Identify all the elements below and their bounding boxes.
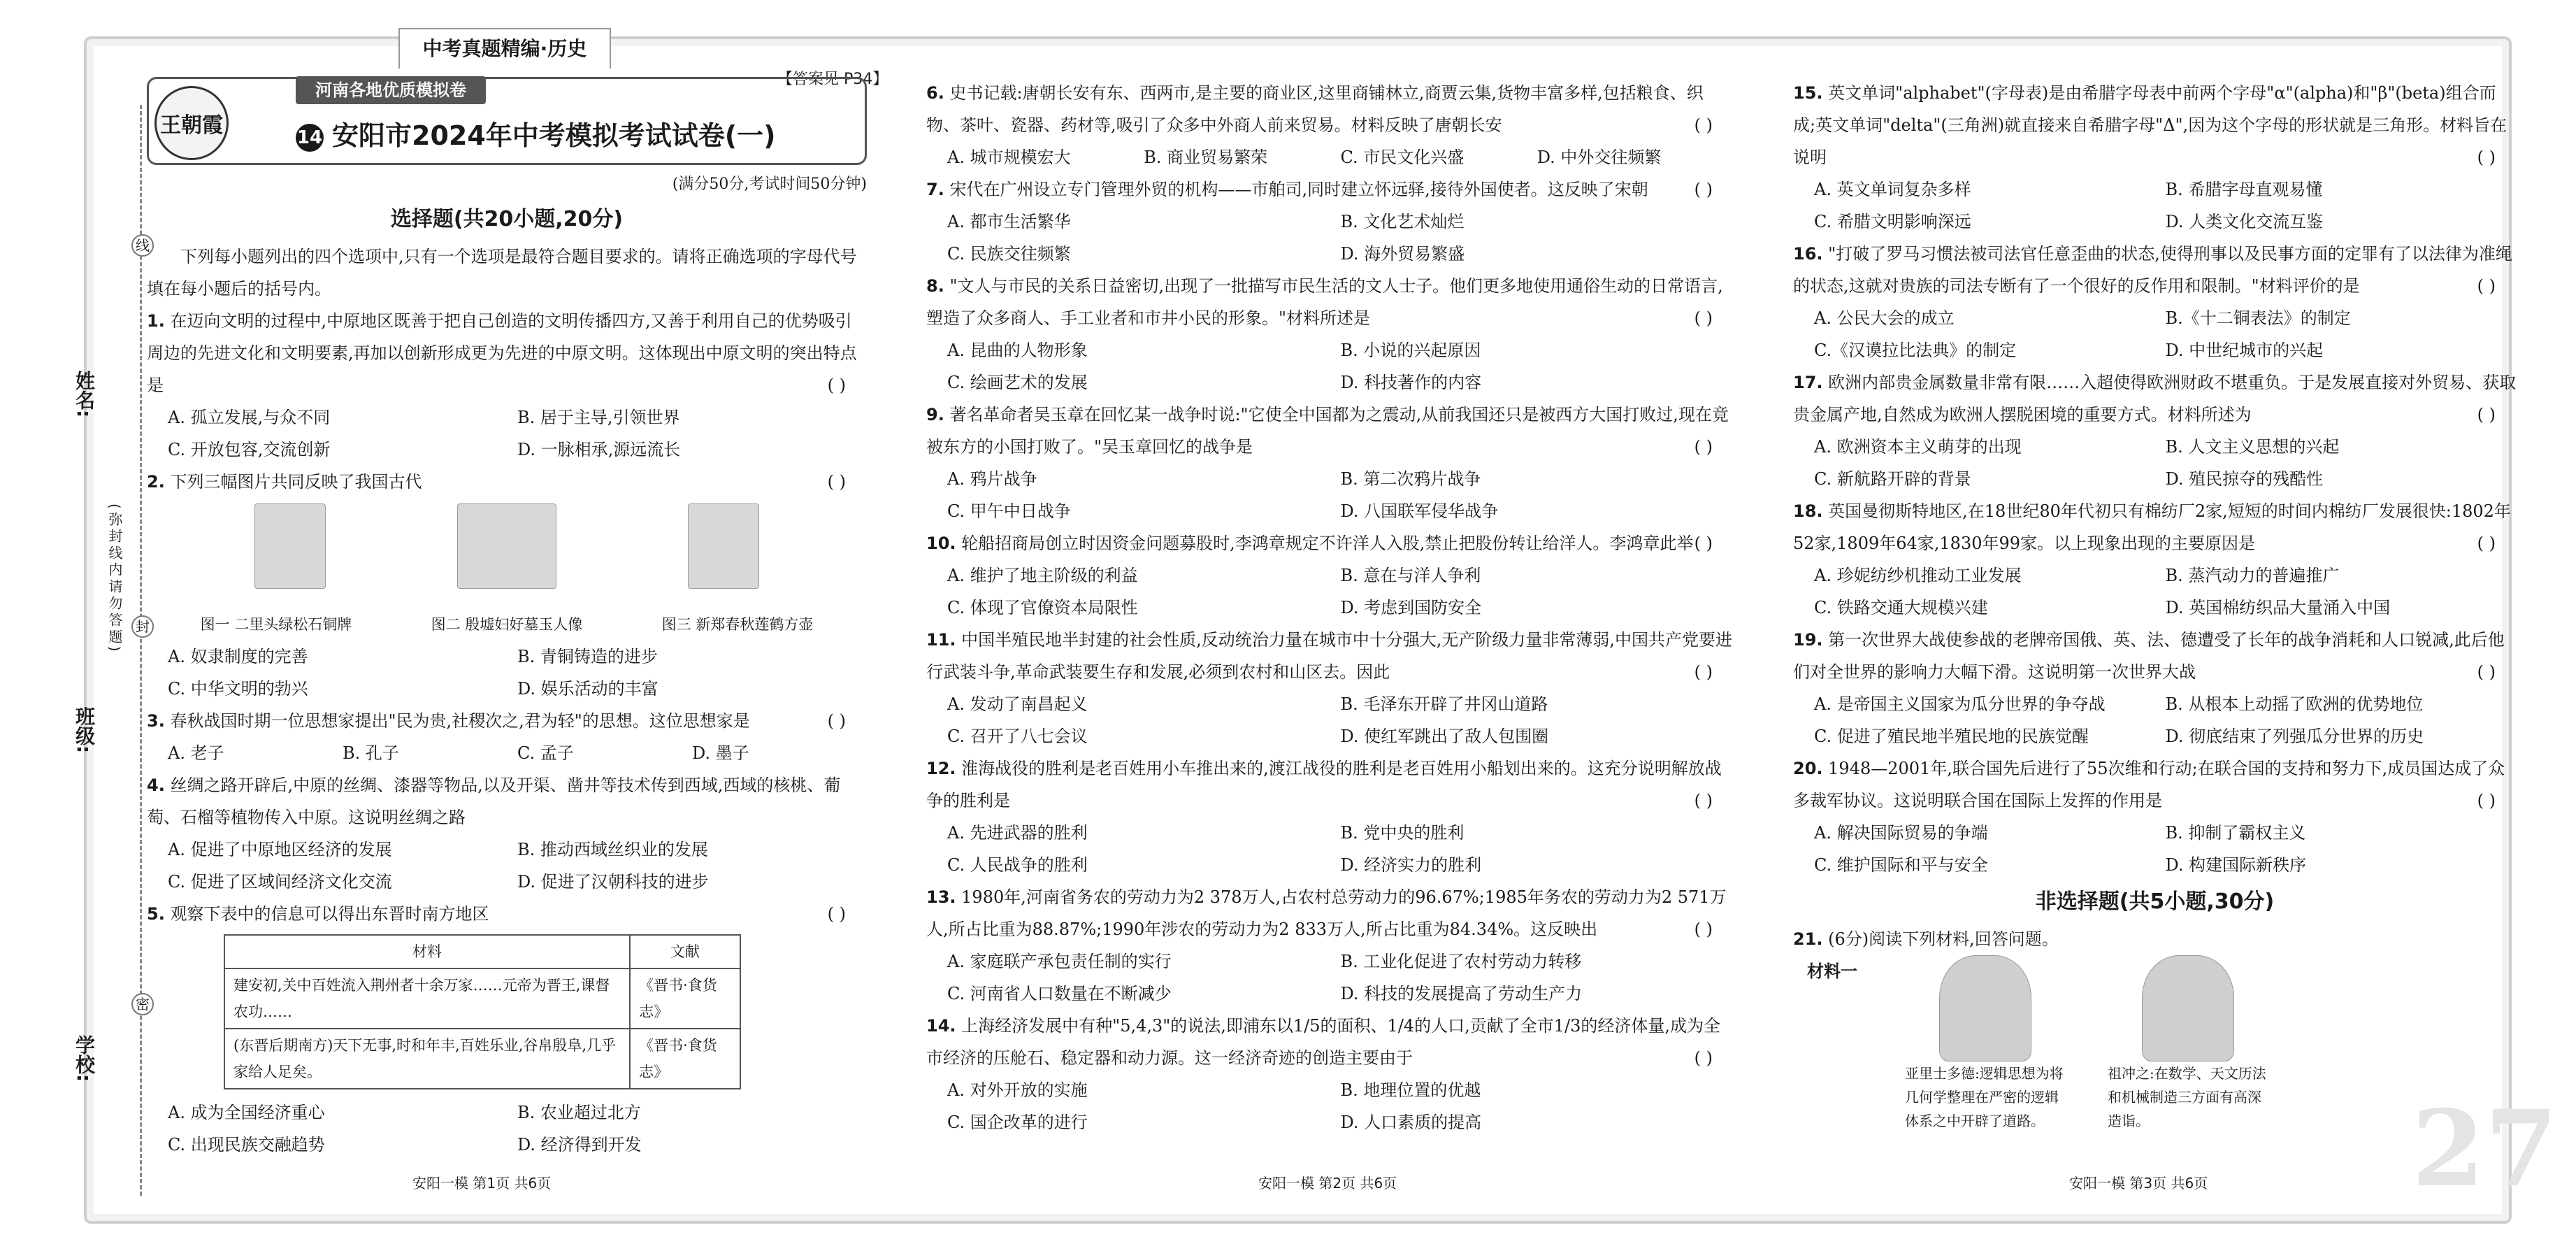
question-20: 20. 1948—2001年,联合国先后进行了55次维和行动;在联合国的支持和努力下,成员国达成了众多裁军协议。这说明联合国在国际上发挥的作用是 ( ) [1793, 759, 2505, 810]
seal-dashed-line [140, 105, 142, 1196]
bronze-plaque-image [254, 503, 326, 589]
instructions: 下列每小题列出的四个选项中,只有一个选项是最符合题目要求的。请将正确选项的字母代号填在每小题后的括号内。 [147, 247, 857, 299]
column-3 [1793, 77, 2517, 1133]
options-5: A. 成为全国经济重心 B. 农业超过北方 C. 出现民族交融趋势 D. 经济得到开发 [168, 1103, 642, 1155]
answer-reference: 【答案见 P34】 [777, 71, 888, 88]
binding-margin [42, 105, 150, 1196]
question-13: 13. 1980年,河南省务农的劳动力为2 378万人,占农村总劳动力的96.67%;1985年务农的劳动力为2 571万人,所占比重为88.87%;1990年涉农的劳动力为2 833万人,所占比重为84.34%。这反映出 ( ) [926, 887, 1727, 939]
options-1: A. 孤立发展,与众不同 B. 居于主导,引领世界 C. 开放包容,交流创新 D. 一脉相承,源远流长 [168, 408, 681, 459]
question-21: 21. (6分)阅读下列材料,回答问题。 [1793, 929, 2059, 949]
aristotle-caption: 亚里士多德:逻辑思想为将几何学整理在严密的逻辑体系之中开辟了道路。 [1905, 1065, 2064, 1129]
material-one-label: 材料一 [1807, 961, 1857, 981]
options-20: A. 解决国际贸易的争端 B. 抑制了霸权主义 C. 维护国际和平与安全 D. 构建国际新秩序 [1814, 823, 2307, 875]
school-label: 学校: [73, 1035, 96, 1082]
zu-chongzhi-portrait [2142, 955, 2234, 1061]
question-10: 10. 轮船招商局创立时因资金问题募股时,李鸿章规定不许洋人入股,禁止把股份转让给洋人。李鸿章此举 ( ) [926, 534, 1713, 553]
question-3: 3. 春秋战国时期一位思想家提出"民为贵,社稷次之,君为轻"的思想。这位思想家是 ( ) [147, 711, 846, 731]
question-11: 11. 中国半殖民地半封建的社会性质,反动统治力量在城市中十分强大,无产阶级力量非常薄弱,中国共产党要进行武装斗争,革命武装要生存和发展,必须到农村和山区去。因此 ( ) [926, 630, 1733, 682]
question-5: 5. 观察下表中的信息可以得出东晋时南方地区 ( ) [147, 904, 846, 924]
jade-figure-image [457, 503, 556, 589]
publisher-logo: 王朝霞 [154, 86, 229, 160]
book-banner: 中考真题精编·历史 [398, 28, 611, 69]
options-7: A. 都市生活繁华 B. 文化艺术灿烂 C. 民族交往频繁 D. 海外贸易繁盛 [947, 212, 1465, 264]
exam-header [147, 77, 867, 165]
question-6: 6. 史书记载:唐朝长安有东、西两市,是主要的商业区,这里商铺林立,商贾云集,货物丰富多样,包括粮食、织物、茶叶、瓷器、药材等,吸引了众多中外商人前来贸易。材料反映了唐朝长安 ( ) [926, 83, 1713, 135]
question-14: 14. 上海经济发展中有种"5,4,3"的说法,即浦东以1/5的面积、1/4的人口,贡献了全市1/3的经济体量,成为全市经济的压舱石、稳定器和动力源。这一经济奇迹的创造主要由于 ( ) [926, 1016, 1721, 1068]
question-9: 9. 著名革命者吴玉章在回忆某一战争时说:"它使全中国都为之震动,从前我国还只是被西方大国打败过,现在竟被东方的小国打败了。"吴玉章回忆的战争是 ( ) [926, 405, 1729, 457]
options-12: A. 先进武器的胜利 B. 党中央的胜利 C. 人民战争的胜利 D. 经济实力的胜利 [947, 823, 1482, 875]
question-1: 1. 在迈向文明的过程中,中原地区既善于把自己创造的文明传播四方,又善于利用自己的优势吸引周边的先进文化和文明要素,再加以创新形成更为先进的中原文明。这体现出中原文明的突出特点是 ( ) [147, 305, 867, 401]
exam-title: 14 安阳市2024年中考模拟考试试卷(一) [296, 120, 776, 151]
question-16: 16. "打破了罗马习惯法被司法官任意歪曲的状态,使得刑事以及民事方面的定罪有了以法律为准绳的状态,这就对贵族的司法专断有了一个很好的反作用和限制。"材料评价的是 ( ) [1793, 244, 2512, 296]
image-captions: 图一 二里头绿松石铜牌 图二 殷墟妇好墓玉人像 图三 新郑春秋莲鹤方壶 [200, 616, 814, 633]
options-3: A. 老子 B. 孔子 C. 孟子 D. 墨子 [168, 743, 749, 763]
book-page-number: 27 [2412, 1087, 2558, 1210]
options-18: A. 珍妮纺纱机推动工业发展 B. 蒸汽动力的普遍推广 C. 铁路交通大规模兴建 D. 英国棉纺织品大量涌入中国 [1814, 566, 2391, 617]
question-2: 2. 下列三幅图片共同反映了我国古代 ( ) [147, 472, 846, 492]
material-one [1793, 955, 2517, 1133]
options-14: A. 对外开放的实施 B. 地理位置的优越 C. 国企改革的进行 D. 人口素质的提高 [947, 1080, 1482, 1132]
options-8: A. 昆曲的人物形象 B. 小说的兴起原因 C. 绘画艺术的发展 D. 科技著作的内容 [947, 341, 1482, 392]
options-2: A. 奴隶制度的完善 B. 青铜铸造的进步 C. 中华文明的勃兴 D. 娱乐活动的丰富 [168, 647, 659, 699]
seal-mark-middle: 封 [131, 615, 154, 638]
options-9: A. 鸦片战争 B. 第二次鸦片战争 C. 甲午中日战争 D. 八国联军侵华战争 [947, 469, 1499, 521]
question-8: 8. "文人与市民的关系日益密切,出现了一批描写市民生活的文人士子。他们更多地使用通俗生动的日常语言,塑造了众多商人、手工业者和市井小民的形象。"材料所述是 ( ) [926, 276, 1723, 328]
answer-paren[interactable]: ( ) [827, 376, 846, 395]
name-label: 姓名: [73, 371, 96, 418]
footer-page-1: 安阳一模 第1页 共6页 [412, 1175, 552, 1192]
score-time: (满分50分,考试时间50分钟) [672, 176, 867, 193]
question-19: 19. 第一次世界大战使参战的老牌帝国俄、英、法、德遭受了长年的战争消耗和人口锐减,此后他们对全世界的影响力大幅下滑。这说明第一次世界大战 ( ) [1793, 630, 2505, 682]
question-15: 15. 英文单词"alphabet"(字母表)是由希腊字母表中前两个字母"α"(alpha)和"β"(beta)组合而成;英文单词"delta"(三角洲)就直接来自希腊字母"Δ",因为这个字母的形状就是三角形。材料旨在说明 ( ) [1793, 83, 2507, 167]
column-1 [147, 77, 867, 1161]
bronze-pot-image [688, 503, 759, 589]
section-choice-title: 选择题(共20小题,20分) [390, 207, 624, 231]
seal-mark-top: 线 [131, 234, 154, 257]
column-2 [926, 77, 1734, 1138]
artifact-images [147, 498, 867, 608]
question-4: 4. 丝绸之路开辟后,中原的丝绸、漆器等物品,以及开渠、凿井等技术传到西域,西域的核桃、葡萄、石榴等植物传入中原。这说明丝绸之路 [147, 775, 841, 827]
seal-line-note: (弥封线内请勿答题) [106, 503, 123, 655]
options-13: A. 家庭联产承包责任制的实行 B. 工业化促进了农村劳动力转移 C. 河南省人口数量在不断减少 D. 科技的发展提高了劳动生产力 [947, 952, 1583, 1003]
zu-chongzhi-caption: 祖冲之:在数学、天文历法和机械制造三方面有高深造诣。 [2108, 1065, 2266, 1129]
options-19: A. 是帝国主义国家为瓜分世界的争夺战 B. 从根本上动摇了欧洲的优势地位 C. 促进了殖民地半殖民地的民族觉醒 D. 彻底结束了列强瓜分世界的历史 [1814, 694, 2424, 746]
question-12: 12. 淮海战役的胜利是老百姓用小车推出来的,渡江战役的胜利是老百姓用小船划出来的。这充分说明解放战争的胜利是 ( ) [926, 759, 1722, 810]
aristotle-portrait [1939, 955, 2031, 1061]
region-tag: 河南各地优质模拟卷 [296, 76, 486, 104]
options-17: A. 欧洲资本主义萌芽的出现 B. 人文主义思想的兴起 C. 新航路开辟的背景 D. 殖民掠夺的残酷性 [1814, 437, 2340, 489]
source-table: 材料 文献 建安初,关中百姓流入荆州者十余万家……元帝为晋王,课督农功…… 《晋书·食货志》 (东晋后期南方)天下无事,时和年丰,百姓乐业,谷帛殷阜,几乎家给人足矣。 《晋书·食货志》 [224, 934, 741, 1089]
question-18: 18. 英国曼彻斯特地区,在18世纪80年代初只有棉纺厂2家,短短的时间内棉纺厂发展很快:1802年52家,1809年64家,1830年99家。以上现象出现的主要原因是 ( ) [1793, 501, 2511, 553]
class-label: 班级: [73, 706, 96, 754]
footer-page-3: 安阳一模 第3页 共6页 [2069, 1175, 2208, 1192]
options-15: A. 英文单词复杂多样 B. 希腊字母直观易懂 C. 希腊文明影响深远 D. 人类文化交流互鉴 [1814, 180, 2324, 231]
section-nonchoice-title: 非选择题(共5小题,30分) [2035, 889, 2275, 914]
options-6: A. 城市规模宏大 B. 商业贸易繁荣 C. 市民文化兴盛 D. 中外交往频繁 [947, 148, 1662, 167]
options-11: A. 发动了南昌起义 B. 毛泽东开辟了井冈山道路 C. 召开了八七会议 D. 使红军跳出了敌人包围圈 [947, 694, 1549, 746]
options-16: A. 公民大会的成立 B.《十二铜表法》的制定 C.《汉谟拉比法典》的制定 D. 中世纪城市的兴起 [1814, 308, 2351, 360]
options-4: A. 促进了中原地区经济的发展 B. 推动西域丝织业的发展 C. 促进了区域间经济文化交流 D. 促进了汉朝科技的进步 [168, 840, 709, 892]
options-10: A. 维护了地主阶级的利益 B. 意在与洋人争利 C. 体现了官僚资本局限性 D. 考虑到国防安全 [947, 566, 1482, 617]
seal-mark-bottom: 密 [131, 993, 154, 1015]
question-7: 7. 宋代在广州设立专门管理外贸的机构——市舶司,同时建立怀远驿,接待外国使者。这反映了宋朝 ( ) [926, 180, 1713, 199]
exam-number-badge: 14 [296, 124, 324, 152]
question-17: 17. 欧洲内部贵金属数量非常有限……入超使得欧洲财政不堪重负。于是发展直接对外贸易、获取贵金属产地,自然成为欧洲人摆脱困境的重要方式。材料所述为 ( ) [1793, 373, 2517, 424]
footer-page-2: 安阳一模 第2页 共6页 [1258, 1175, 1397, 1192]
